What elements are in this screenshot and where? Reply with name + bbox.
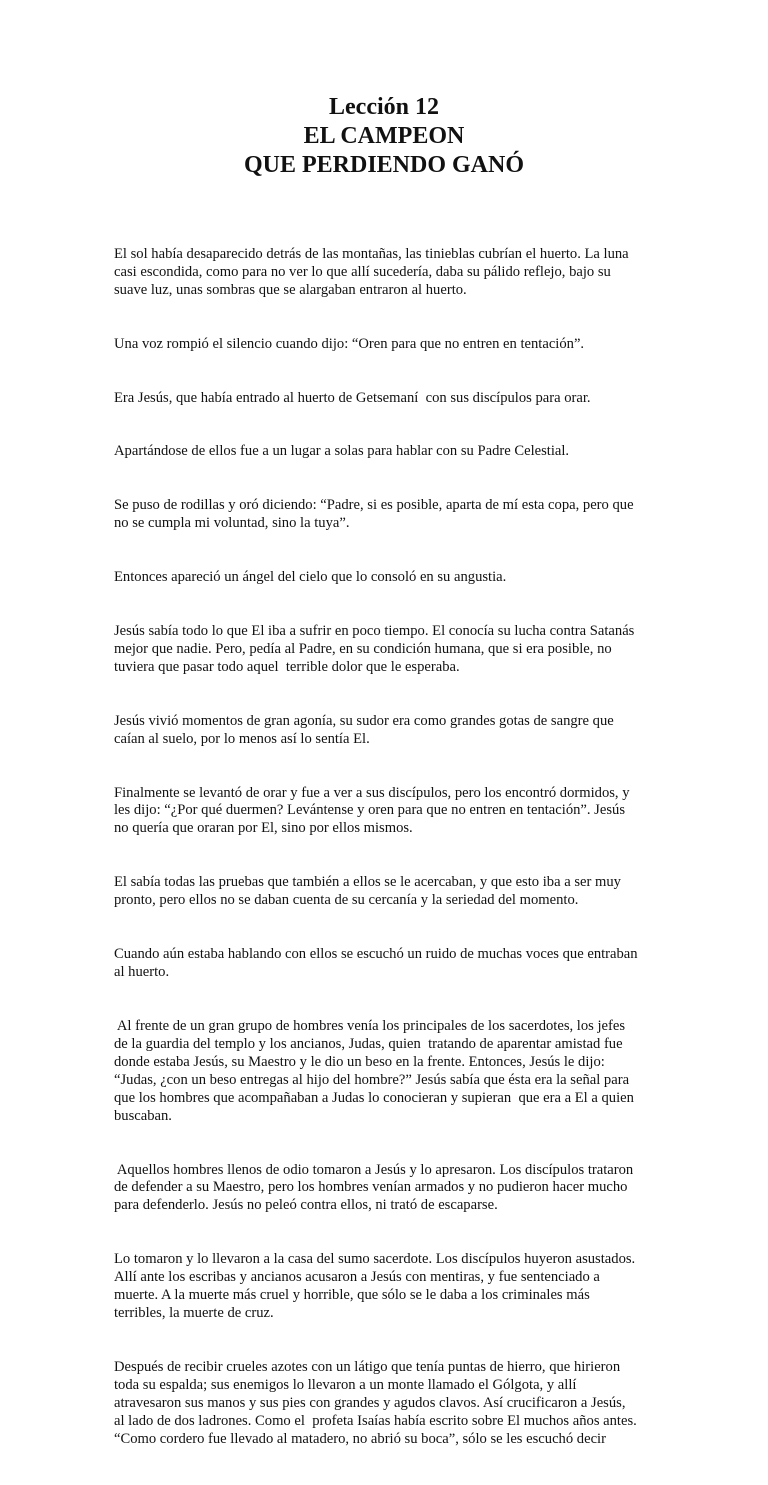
lesson-title-line-2: QUE PERDIENDO GANÓ [243,152,525,178]
paragraph: Jesús sabía todo lo que El iba a sufrir en poco tiempo. El conocía su lucha contra Satanás mejor que nadie. Pero, pedía al Padre, en su condición humana, que si era posible, no tuviera que pasar todo aquel terrible dolor que le esperaba. [114,622,635,675]
paragraph: Era Jesús, que había entrado al huerto de Getsemaní con sus discípulos para orar. [114,389,591,406]
paragraph: Entonces apareció un ángel del cielo que lo consoló en su angustia. [114,569,507,586]
lesson-title-block [0,93,768,180]
paragraph: Aquellos hombres llenos de odio tomaron a Jesús y lo apresaron. Los discípulos trataron de defender a su Maestro, pero los hombres venían armados y no pudieron hacer mucho para defenderlo. Jesús no peleó contra ellos, ni trató de escaparse. [114,1161,634,1214]
lesson-body [114,210,662,1485]
paragraph: Cuando aún estaba hablando con ellos se escuchó un ruido de muchas voces que entraban al huerto. [114,946,638,981]
paragraph: Apartándose de ellos fue a un lugar a solas para hablar con su Padre Celestial. [114,443,570,460]
paragraph: Una voz rompió el silencio cuando dijo: “Oren para que no entren en tentación”. [114,335,585,352]
paragraph: El sabía todas las pruebas que también a ellos se le acercaban, y que esto iba a ser muy pronto, pero ellos no se daban cuenta de su cercanía y la seriedad del momento. [114,874,621,909]
paragraph: Se puso de rodillas y oró diciendo: “Padre, si es posible, aparta de mí esta copa, pero que no se cumpla mi voluntad, sino la tuya”. [114,497,634,532]
paragraph: Después de recibir crueles azotes con un látigo que tenía puntas de hierro, que hirieron toda su espalda; sus enemigos lo llevaron a un monte llamado el Gólgota, y allí atravesaron sus manos y sus pies con grandes y agudos clavos. Así crucificaron a Jesús, al lado de dos ladrones. Como el profeta Isaías había escrito sobre El muchos años antes. “Como cordero fue llevado al matadero, no abrió su boca”, sólo se les escuchó decir [114,1359,637,1447]
lesson-title-line-1: EL CAMPEON [303,123,465,149]
paragraph: Lo tomaron y lo llevaron a la casa del sumo sacerdote. Los discípulos huyeron asustados. Allí ante los escribas y ancianos acusaron a Jesús con mentiras, y fue sentenciado a muerte. A la muerte más cruel y horrible, que sólo se le daba a los criminales más terribles, la muerte de cruz. [114,1251,636,1322]
paragraph: Finalmente se levantó de orar y fue a ver a sus discípulos, pero los encontró dormidos, y les dijo: “¿Por qué duermen? Levántense y oren para que no entren en tentación”. Jesús no quería que oraran por El, sino por ellos mismos. [114,784,630,837]
paragraph: Jesús vivió momentos de gran agonía, su sudor era como grandes gotas de sangre que caían al suelo, por lo menos así lo sentía El. [114,712,614,747]
paragraph: El sol había desaparecido detrás de las montañas, las tinieblas cubrían el huerto. La luna casi escondida, como para no ver lo que allí sucedería, daba su pálido reflejo, bajo su suave luz, unas sombras que se alargaban entraron al huerto. [114,245,629,298]
paragraph: Al frente de un gran grupo de hombres venía los principales de los sacerdotes, los jefes de la guardia del templo y los ancianos, Judas, quien tratando de aparentar amistad fue donde estaba Jesús, su Maestro y le dio un beso en la frente. Entonces, Jesús le dijo: “Judas, ¿con un beso entregas al hijo del hombre?” Jesús sabía que ésta era la señal para que los hombres que acompañaban a Judas lo conocieran y supieran que era a El a quien buscaban. [114,1017,634,1124]
lesson-number: Lección 12 [329,94,439,120]
